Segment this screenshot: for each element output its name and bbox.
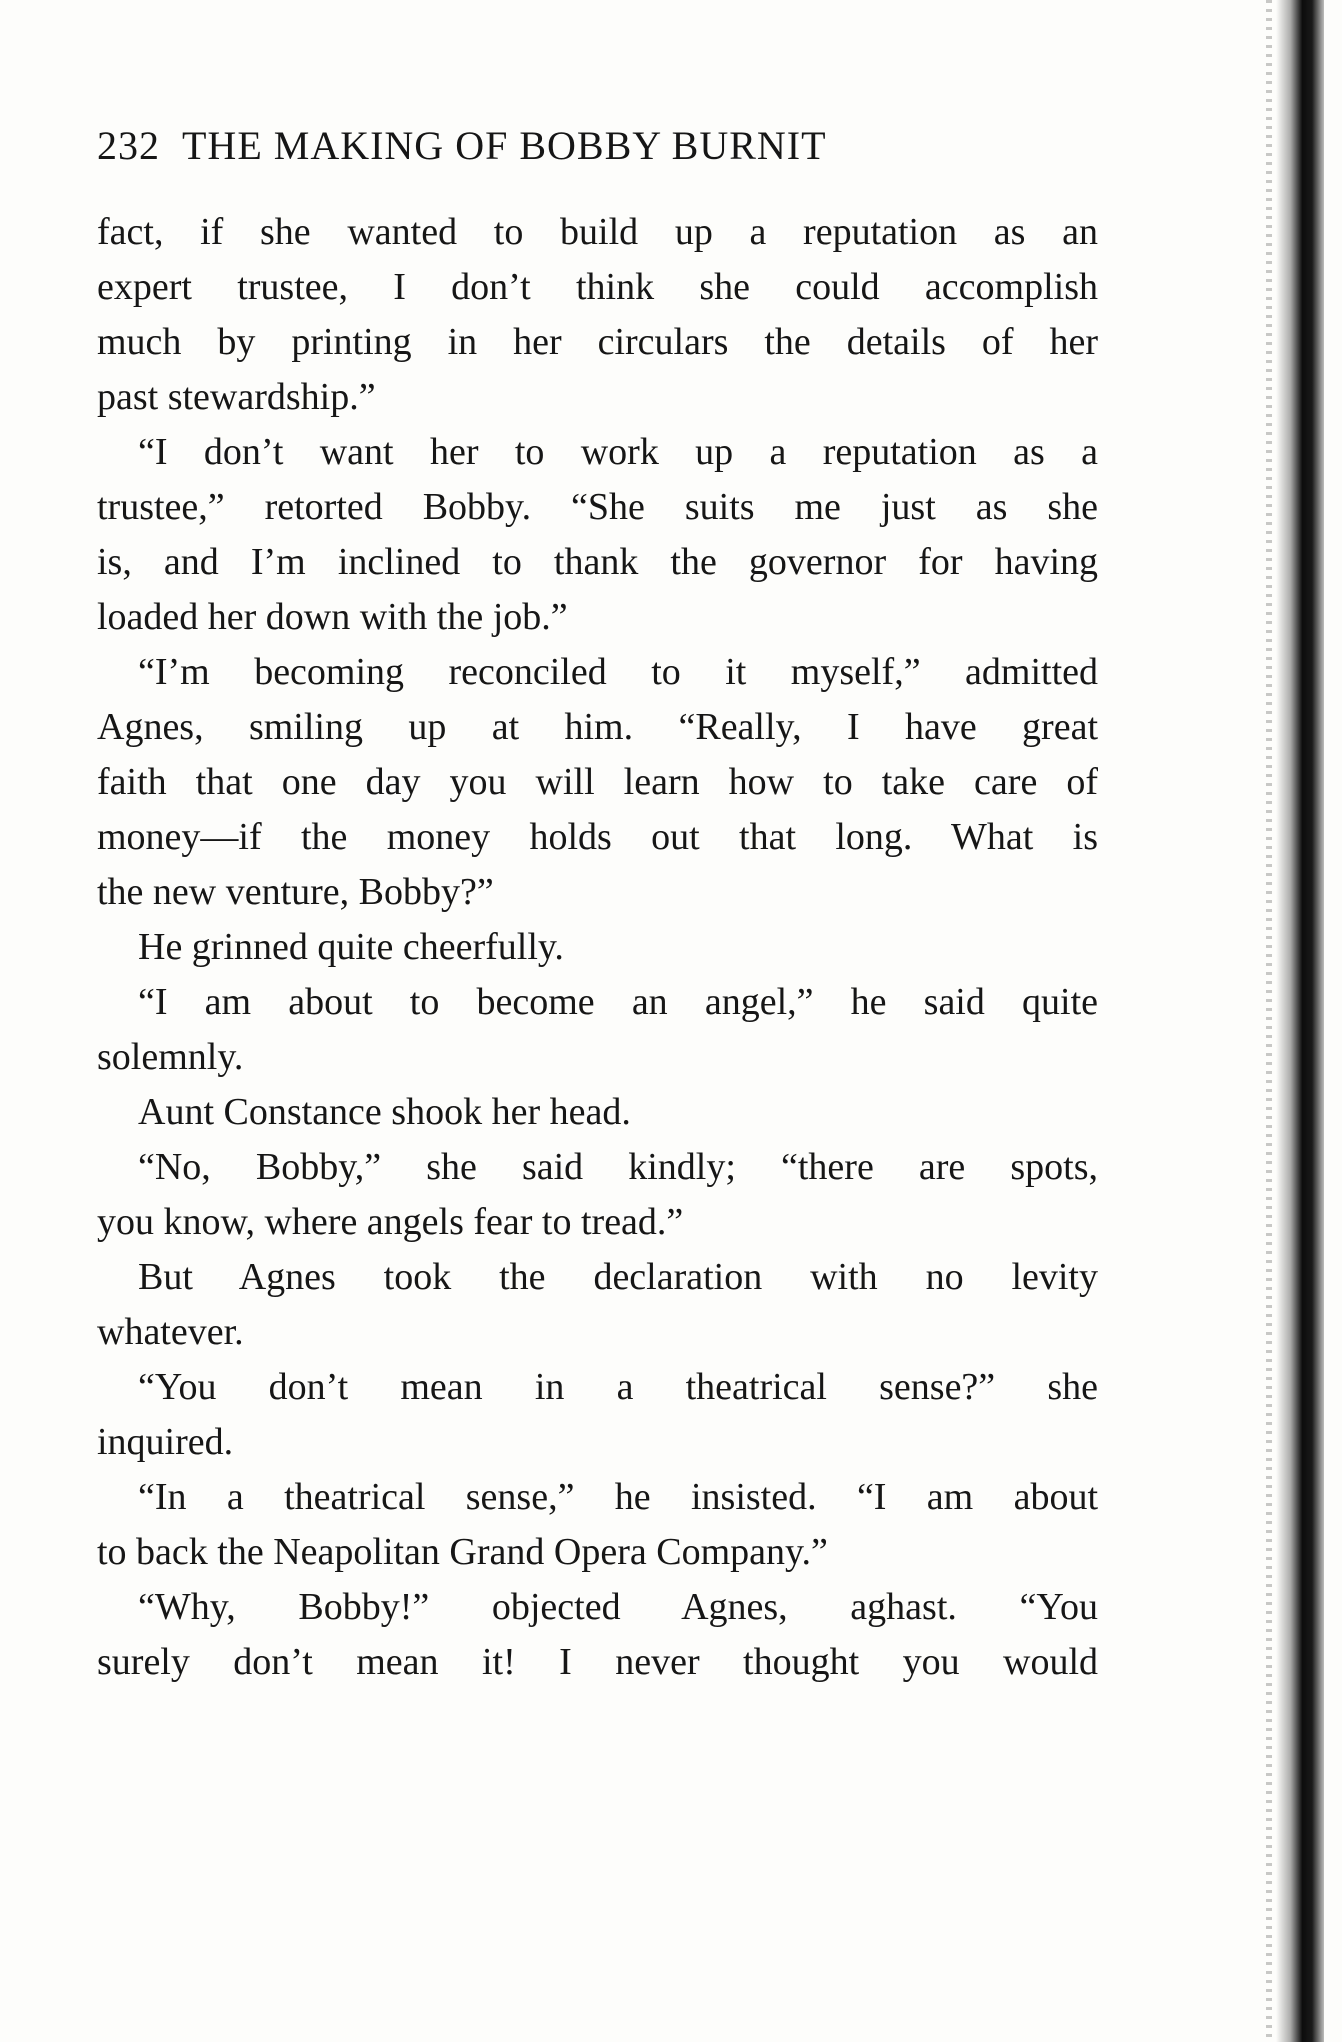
body-text (97, 205, 1098, 1690)
text-line: “Why, Bobby!” objected Agnes, aghast. “You (138, 1586, 1098, 1628)
text-line: past stewardship.” (97, 376, 376, 418)
text-line: “I’m becoming reconciled to it myself,” admitted (138, 651, 1098, 693)
running-title: THE MAKING OF BOBBY BURNIT (182, 123, 827, 168)
text-line: But Agnes took the declaration with no levity (138, 1256, 1098, 1298)
text-line: loaded her down with the job.” (97, 596, 568, 638)
text-line: “I don’t want her to work up a reputation as a (138, 431, 1098, 473)
page-number: 232 (97, 123, 160, 168)
text-line: the new venture, Bobby?” (97, 871, 494, 913)
text-line: Agnes, smiling up at him. “Really, I have great (97, 706, 1098, 748)
page-binding-shadow (1276, 0, 1324, 2042)
text-line: much by printing in her circulars the details of her (97, 321, 1098, 363)
text-line: He grinned quite cheerfully. (138, 926, 564, 968)
page-edge-texture (1266, 0, 1272, 2042)
text-line: “No, Bobby,” she said kindly; “there are spots, (138, 1146, 1098, 1188)
text-line: solemnly. (97, 1036, 244, 1078)
text-line: “I am about to become an angel,” he said quite (138, 981, 1098, 1023)
text-line: fact, if she wanted to build up a reputation as an (97, 211, 1098, 253)
text-line: “You don’t mean in a theatrical sense?” she (138, 1366, 1098, 1408)
text-line: to back the Neapolitan Grand Opera Company.” (97, 1531, 828, 1573)
text-line: inquired. (97, 1421, 234, 1463)
text-line: money—if the money holds out that long. What is (97, 816, 1098, 858)
text-line: expert trustee, I don’t think she could accomplish (97, 266, 1098, 308)
text-line: surely don’t mean it! I never thought you would (97, 1641, 1098, 1683)
text-line: whatever. (97, 1311, 244, 1353)
text-line: you know, where angels fear to tread.” (97, 1201, 684, 1243)
text-line: Aunt Constance shook her head. (138, 1091, 631, 1133)
text-line: is, and I’m inclined to thank the governor for having (97, 541, 1098, 583)
text-line: trustee,” retorted Bobby. “She suits me just as she (97, 486, 1098, 528)
text-line: “In a theatrical sense,” he insisted. “I am about (138, 1476, 1098, 1518)
text-line: faith that one day you will learn how to take care of (97, 761, 1098, 803)
running-header (97, 122, 827, 169)
